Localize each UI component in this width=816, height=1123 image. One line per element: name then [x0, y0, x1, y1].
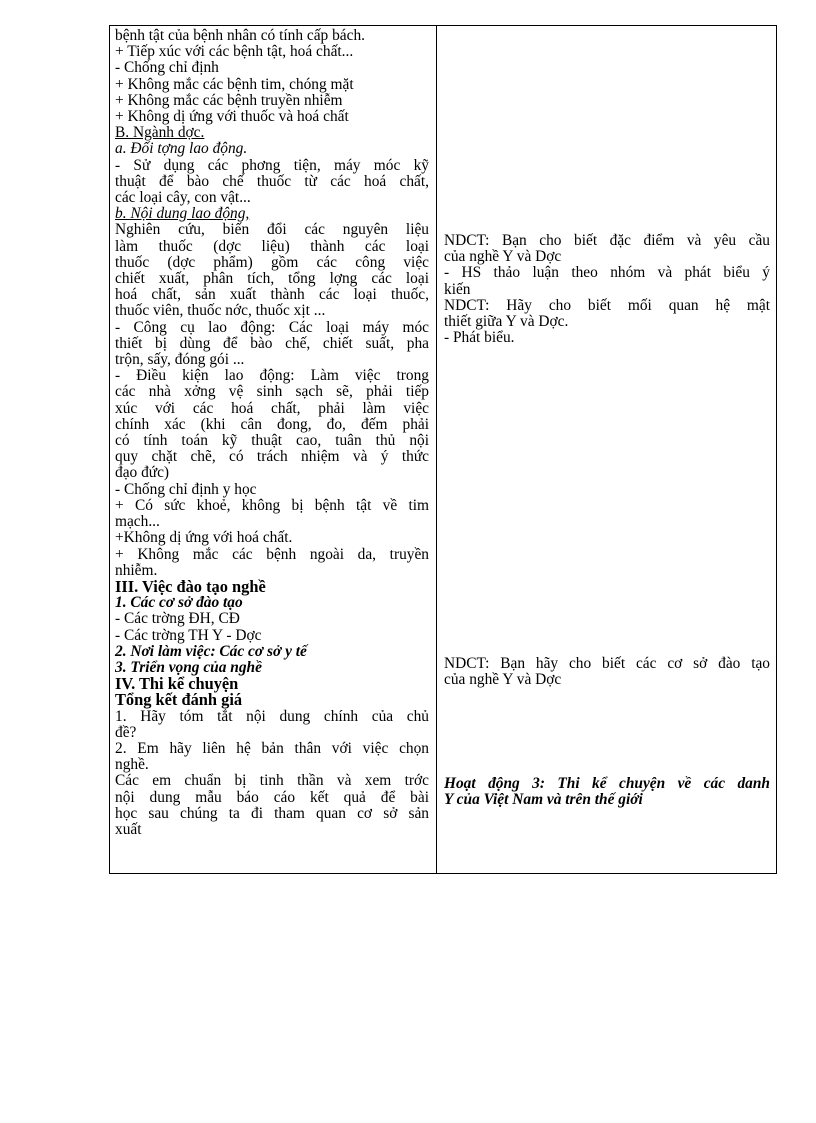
text-line: + Không dị ứng với thuốc và hoá chất — [115, 108, 349, 126]
right-block-characteristics — [444, 233, 770, 346]
text-line: các loại cây, con vật... — [115, 189, 251, 207]
section-heading-iv: IV. Thi kể chuyện — [115, 674, 239, 694]
text-line: NDCT: Bạn hãy cho biết các cơ sở đào tạo — [444, 655, 770, 672]
text-line: + Không mắc các bệnh ngoài da, truyền — [115, 545, 429, 563]
text-line: thuật để bào chế thuốc từ các hoá chất, — [115, 172, 429, 190]
text-line: đề? — [115, 723, 137, 741]
text-line: + Có sức khoẻ, không bị bệnh tật về tim — [115, 496, 429, 514]
text-line: bệnh tật của bệnh nhân có tính cấp bách. — [115, 27, 366, 44]
column-divider — [436, 25, 437, 874]
right-block-activity-3 — [444, 776, 770, 808]
text-line: chính xác (khi cân đong, đo, đếm phải — [115, 415, 429, 433]
text-line: 1. Hãy tóm tắt nội dung chính của chủ — [115, 707, 429, 725]
text-line: làm thuốc (dợc liệu) thành các loại — [115, 237, 429, 255]
text-line: - Điều kiện lao động: Làm việc trong — [115, 367, 429, 385]
text-line: - Chống chỉ định — [115, 59, 219, 77]
text-line: của nghề Y và Dợc — [444, 248, 562, 266]
text-line: thiết giữa Y và Dợc. — [444, 313, 569, 331]
text-line: + Không mắc các bệnh truyền nhiễm — [115, 91, 343, 109]
text-line: quy chặt chẽ, có trách nhiệm và ý thức — [115, 448, 429, 466]
text-line: xúc với các hoá chất, phải làm việc — [115, 399, 429, 417]
subheading-training: 1. Các cơ sở đào tạo — [115, 594, 243, 612]
activity-heading: Hoạt động 3: Thi kể chuyện về các danh — [444, 775, 770, 792]
subheading-a: a. Đối tợng lao động. — [115, 140, 248, 158]
text-line: - HS thảo luận theo nhóm và phát biểu ý — [444, 264, 770, 282]
subheading-prospects: 3. Triển vọng của nghề — [115, 658, 262, 676]
text-line: Nghiên cứu, biến đổi các nguyên liệu — [115, 221, 429, 239]
text-line: chiết xuất, phân tích, tổng lợng các loại — [115, 270, 429, 288]
text-line: - Sử dụng các phơng tiện, máy móc kỹ — [115, 156, 429, 174]
text-line: có tính toán kỹ thuật cao, tuân thủ nội — [115, 432, 429, 450]
text-line: - Các trờng TH Y - Dợc — [115, 626, 262, 644]
activity-heading: Y của Việt Nam và trên thế giới — [444, 791, 643, 809]
subheading-workplace: 2. Nơi làm việc: Các cơ sở y tế — [115, 642, 307, 660]
text-line: Các em chuẩn bị tinh thần và xem trớc — [115, 772, 429, 790]
text-line: NDCT: Bạn cho biết đặc điểm và yêu cầu — [444, 232, 770, 249]
text-line: + Không mắc các bệnh tim, chóng mặt — [115, 75, 354, 93]
text-line: hoá chất, sản xuất thành các loại thuốc, — [115, 286, 429, 304]
text-line: các nhà xởng vệ sinh sạch sẽ, phải tiếp — [115, 383, 429, 401]
text-line: +Không dị ứng với hoá chất. — [115, 529, 293, 547]
right-block-training — [444, 656, 770, 688]
text-line: thuốc (dợc phẩm) gồm các công việc — [115, 253, 429, 271]
text-line: - Công cụ lao động: Các loại máy móc — [115, 318, 429, 336]
section-heading-b: B. Ngành dợc. — [115, 124, 205, 142]
text-line: nội dung mẫu báo cáo kết quả để bài — [115, 788, 429, 806]
section-heading-summary: Tổng kết đánh giá — [115, 690, 243, 710]
text-line: nghề. — [115, 756, 149, 774]
text-line: - Chống chỉ định y học — [115, 480, 257, 498]
section-heading-iii: III. Việc đào tạo nghề — [115, 576, 266, 596]
text-line: nhiễm. — [115, 561, 158, 579]
text-line: thuốc viên, thuốc nớc, thuốc xịt ... — [115, 302, 326, 320]
text-line: thiết bị dùng để bào chế, chiết suất, pha — [115, 334, 429, 352]
left-column — [115, 28, 429, 838]
text-line: NDCT: Hãy cho biết mối quan hệ mật — [444, 296, 770, 314]
text-line: 2. Em hãy liên hệ bản thân với việc chọn — [115, 739, 429, 757]
text-line: của nghề Y và Dợc — [444, 671, 562, 689]
text-line: đạo đức) — [115, 464, 170, 482]
text-line: + Tiếp xúc với các bệnh tật, hoá chất... — [115, 43, 354, 61]
text-line: xuất — [115, 820, 142, 838]
text-line: mạch... — [115, 513, 160, 531]
text-line: - Phát biểu. — [444, 329, 515, 347]
text-line: - Các trờng ĐH, CĐ — [115, 610, 240, 628]
text-line: trộn, sấy, đóng gói ... — [115, 351, 245, 369]
text-line: học sau chúng ta đi tham quan cơ sở sản — [115, 804, 429, 822]
subheading-b: b. Nội dung lao động, — [115, 205, 250, 223]
text-line: kiến — [444, 280, 471, 298]
